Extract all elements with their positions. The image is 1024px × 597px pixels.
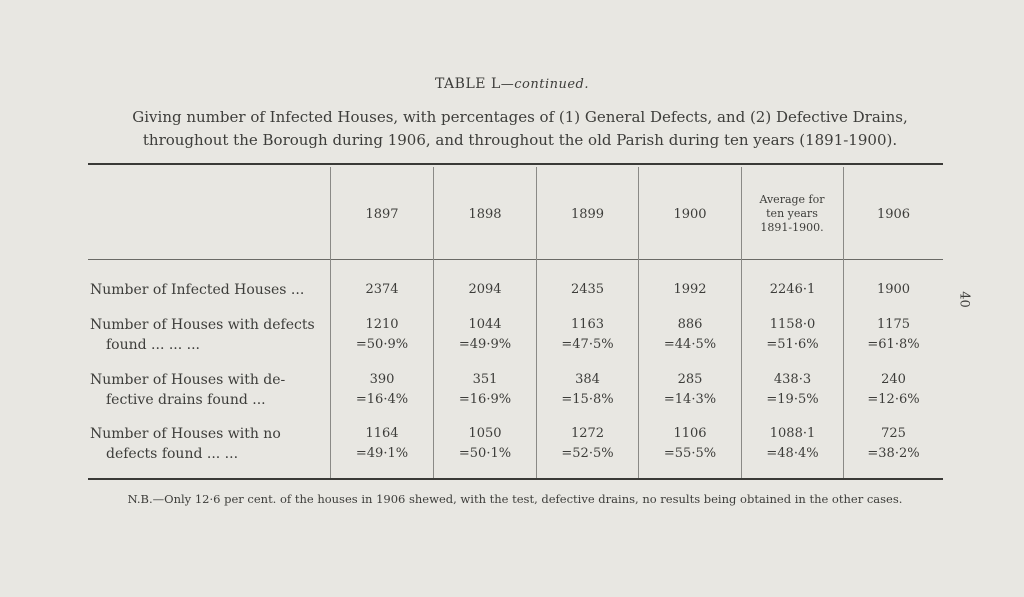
table-title <box>0 76 1024 92</box>
table-cell <box>331 370 433 410</box>
row-label-line: Number of Houses with defects <box>90 317 315 333</box>
cell-percent: =15·8% <box>561 392 614 407</box>
row-label-line: defects found ... ... <box>106 446 239 462</box>
cell-percent: =49·9% <box>458 337 512 352</box>
cell-value: 285 <box>677 372 703 387</box>
cell-value: 725 <box>881 426 906 441</box>
table-cell <box>331 315 433 355</box>
table-cell <box>331 424 433 464</box>
cell-value: 1164 <box>365 426 399 441</box>
table-cell: 2435 <box>570 282 605 297</box>
cell-percent: =12·6% <box>867 392 920 407</box>
table-cell <box>844 370 943 410</box>
cell-percent: =61·8% <box>867 337 920 352</box>
footnote: N.B.—Only 12·6 per cent. of the houses in 1906 shewed, with the test, defective drains, no results being obtained in the other cases. <box>127 492 903 506</box>
table-cell <box>844 424 943 464</box>
row-label-no-defects <box>90 424 328 464</box>
row-label-line: Number of Houses with de- <box>90 372 286 388</box>
title-main: TABLE <box>434 76 486 92</box>
column-header-1906: 1906 <box>876 206 911 222</box>
cell-percent: =47·5% <box>561 337 614 352</box>
cell-percent: =19·5% <box>766 392 819 407</box>
row-label-line: Number of Infected Houses ... <box>90 282 305 298</box>
cell-percent: =16·9% <box>458 392 512 407</box>
table-cell <box>537 370 638 410</box>
table-bottom-rule <box>88 478 943 480</box>
column-header-1897: 1897 <box>365 206 399 222</box>
table-top-rule <box>88 163 943 165</box>
row-label-line: Number of Houses with no <box>90 426 281 442</box>
table-cell <box>742 424 843 464</box>
table-cell: 1992 <box>673 282 707 297</box>
cell-value: 384 <box>575 372 600 387</box>
row-label-infected-houses <box>90 280 328 300</box>
column-header-average: Average for ten years 1891-1900. <box>759 193 825 234</box>
table-cell <box>844 315 943 355</box>
table-cell <box>537 424 638 464</box>
table-header-rule <box>88 259 943 260</box>
cell-value: 1106 <box>673 426 707 441</box>
cell-value: 1050 <box>468 426 502 441</box>
table-cell <box>537 315 638 355</box>
cell-percent: =44·5% <box>663 337 717 352</box>
column-header-1899: 1899 <box>570 206 605 222</box>
title-number: L <box>490 76 501 92</box>
table-cell <box>639 370 741 410</box>
table-cell <box>639 315 741 355</box>
cell-percent: =51·6% <box>766 337 819 352</box>
cell-value: 1175 <box>876 317 911 332</box>
table-cell <box>434 370 536 410</box>
cell-value: 1088·1 <box>769 426 816 441</box>
cell-value: 351 <box>472 372 498 387</box>
cell-value: 886 <box>677 317 703 332</box>
cell-percent: =52·5% <box>561 446 614 461</box>
cell-value: 1272 <box>570 426 605 441</box>
cell-value: 438·3 <box>773 372 812 387</box>
table-subtitle: Giving number of Infected Houses, with percentages of (1) General Defects, and (2) Defective Drains, throughout the Borough during 1906, and throughout the old Parish during ten years (1891-1900). <box>132 108 908 149</box>
cell-percent: =55·5% <box>663 446 717 461</box>
cell-percent: =38·2% <box>867 446 920 461</box>
cell-value: 1158·0 <box>769 317 816 332</box>
table-cell: 2374 <box>365 282 399 297</box>
page-number: 40 <box>956 291 972 308</box>
cell-percent: =16·4% <box>355 392 409 407</box>
cell-value: 1210 <box>365 317 399 332</box>
table-cell: 2246·1 <box>769 282 816 297</box>
cell-percent: =50·9% <box>355 337 409 352</box>
cell-value: 1163 <box>570 317 605 332</box>
column-header-1898: 1898 <box>468 206 502 222</box>
table-cell: 2094 <box>468 282 502 297</box>
table-cell <box>434 424 536 464</box>
cell-percent: =49·1% <box>355 446 409 461</box>
cell-percent: =48·4% <box>766 446 819 461</box>
cell-value: 1044 <box>468 317 502 332</box>
row-label-line: fective drains found ... <box>106 392 266 408</box>
column-header-1900: 1900 <box>673 206 707 222</box>
cell-percent: =14·3% <box>663 392 717 407</box>
cell-value: 240 <box>881 372 906 387</box>
cell-percent: =50·1% <box>458 446 512 461</box>
table-cell <box>639 424 741 464</box>
row-label-houses-with-defects <box>90 315 328 355</box>
table-cell <box>434 315 536 355</box>
table-cell <box>742 315 843 355</box>
table-cell <box>742 370 843 410</box>
row-label-line: found ... ... ... <box>106 337 201 353</box>
row-label-defective-drains <box>90 370 328 410</box>
title-continued: —continued. <box>500 77 589 92</box>
table-cell: 1900 <box>876 282 911 297</box>
cell-value: 390 <box>369 372 395 387</box>
